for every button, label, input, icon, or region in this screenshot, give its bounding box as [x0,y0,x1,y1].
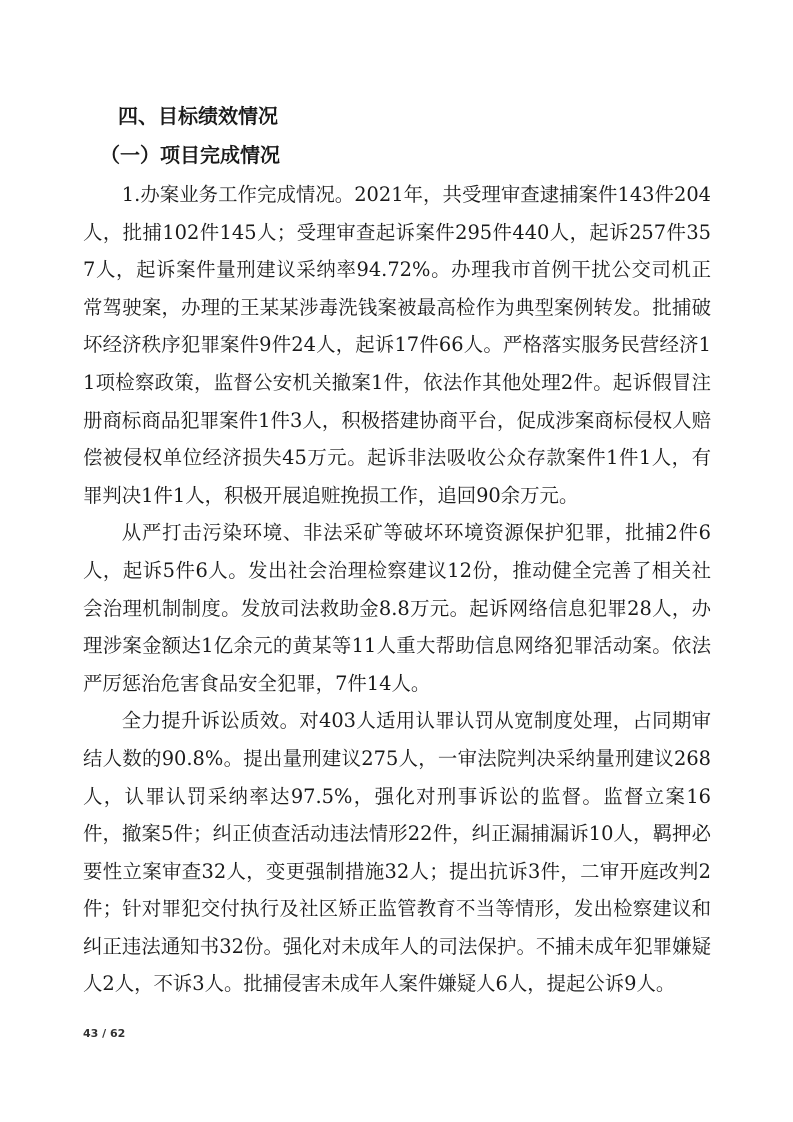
document-body [83,176,711,1003]
paragraph-case-handling: 1.办案业务工作完成情况。2021年，共受理审查逮捕案件143件204人，批捕102件145人；受理审查起诉案件295件440人，起诉257件357人，起诉案件量刑建议采纳率94.72%。办理我市首例干扰公交司机正常驾驶案，办理的王某某涉毒洗钱案被最高检作为典型案例转发。批捕破坏经济秩序犯罪案件9件24人，起诉17件66人。严格落实服务民营经济11项检察政策，监督公安机关撤案1件，依法作其他处理2件。起诉假冒注册商标商品犯罪案件1件3人，积极搭建协商平台，促成涉案商标侵权人赔偿被侵权单位经济损失45万元。起诉非法吸收公众存款案件1件1人，有罪判决1件1人，积极开展追赃挽损工作，追回90余万元。 [83,183,711,507]
paragraph-environment-crime: 从严打击污染环境、非法采矿等破坏环境资源保护犯罪，批捕2件6人，起诉5件6人。发出社会治理检察建议12份，推动健全完善了相关社会治理机制制度。发放司法救助金8.8万元。起诉网络信息犯罪28人，办理涉案金额达1亿余元的黄某等11人重大帮助信息网络犯罪活动案。依法严厉惩治危害食品安全犯罪，7件14人。 [83,521,711,695]
paragraph-litigation-quality: 全力提升诉讼质效。对403人适用认罪认罚从宽制度处理，占同期审结人数的90.8%。提出量刑建议275人，一审法院判决采纳量刑建议268人，认罪认罚采纳率达97.5%，强化对刑事诉讼的监督。监督立案16件，撤案5件；纠正侦查活动违法情形22件，纠正漏捕漏诉10人，羁押必要性立案审查32人，变更强制措施32人；提出抗诉3件，二审开庭改判2件；针对罪犯交付执行及社区矫正监管教育不当等情形，发出检察建议和纠正违法通知书32份。强化对未成年人的司法保护。不捕未成年犯罪嫌疑人2人，不诉3人。批捕侵害未成年人案件嫌疑人6人，提起公诉9人。 [83,709,711,996]
page-number: 43 / 62 [83,1027,126,1040]
subsection-title: （一）项目完成情况 [100,143,280,167]
section-title: 四、目标绩效情况 [118,104,278,128]
